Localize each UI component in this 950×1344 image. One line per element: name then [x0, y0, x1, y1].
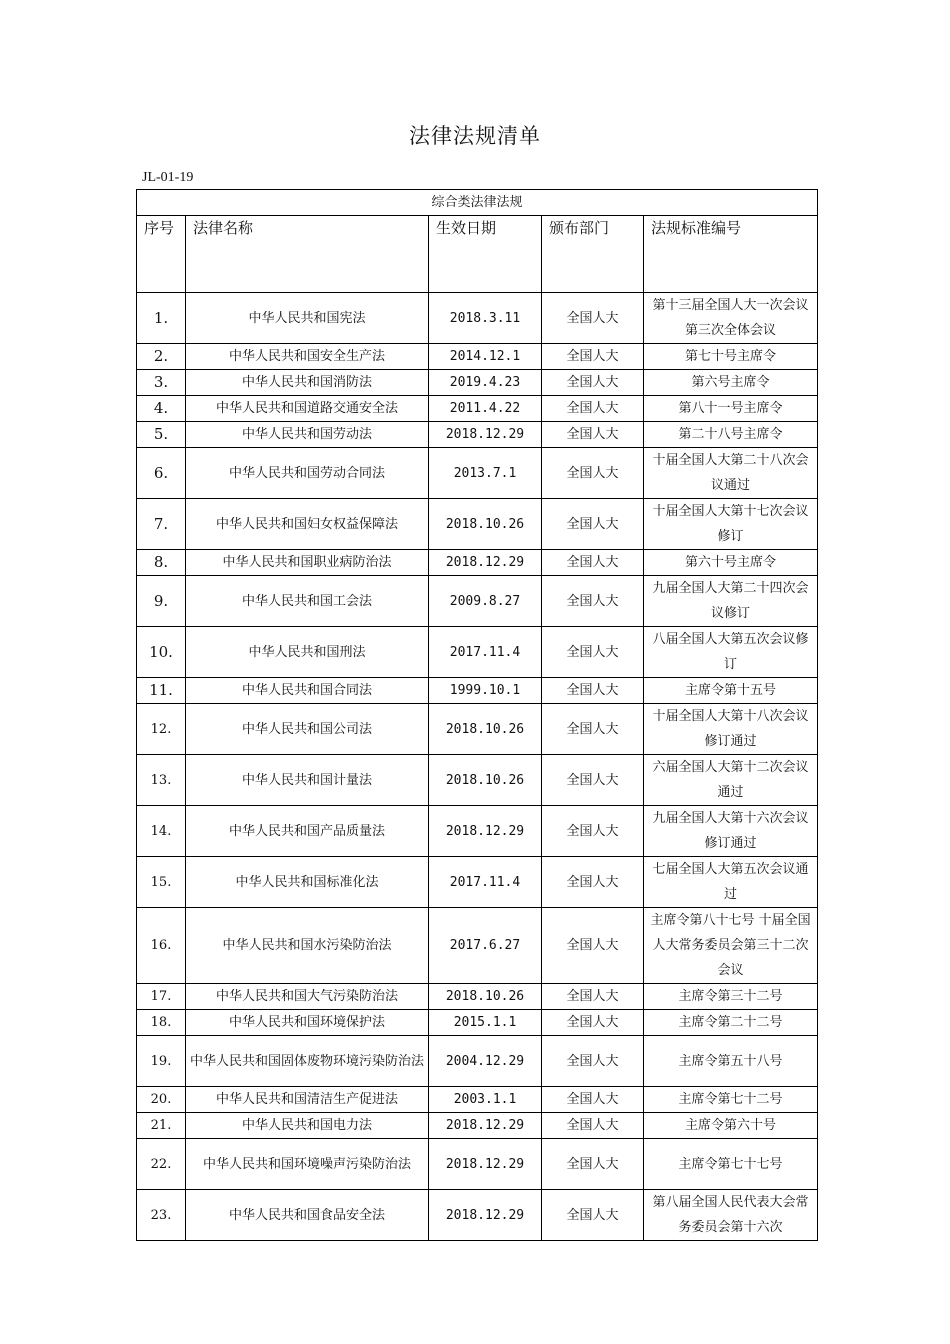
- row-number: 7.: [137, 499, 186, 550]
- law-name: 中华人民共和国公司法: [186, 704, 429, 755]
- table-row: [137, 422, 818, 448]
- issuing-department: 全国人大: [542, 627, 644, 678]
- regulation-code: 第七十号主席令: [644, 344, 818, 370]
- table-row: [137, 1036, 818, 1087]
- row-number: 6.: [137, 448, 186, 499]
- row-number: 23.: [137, 1190, 186, 1241]
- law-name: 中华人民共和国标准化法: [186, 857, 429, 908]
- regulation-code: 第六号主席令: [644, 370, 818, 396]
- table-row: [137, 857, 818, 908]
- law-name: 中华人民共和国环境保护法: [186, 1010, 429, 1036]
- effective-date: 2018.12.29: [429, 1190, 542, 1241]
- law-name: 中华人民共和国道路交通安全法: [186, 396, 429, 422]
- regulation-code: 主席令第二十二号: [644, 1010, 818, 1036]
- table-row: [137, 806, 818, 857]
- section-row: [137, 190, 818, 216]
- row-number: 4.: [137, 396, 186, 422]
- regulation-code: 主席令第六十号: [644, 1113, 818, 1139]
- law-name: 中华人民共和国刑法: [186, 627, 429, 678]
- law-name: 中华人民共和国大气污染防治法: [186, 984, 429, 1010]
- table-row: [137, 1139, 818, 1190]
- regulation-code: 主席令第七十七号: [644, 1139, 818, 1190]
- row-number: 11.: [137, 678, 186, 704]
- law-name: 中华人民共和国电力法: [186, 1113, 429, 1139]
- effective-date: 2018.12.29: [429, 1139, 542, 1190]
- row-number: 3.: [137, 370, 186, 396]
- row-number: 10.: [137, 627, 186, 678]
- effective-date: 2015.1.1: [429, 1010, 542, 1036]
- regulation-code: 主席令第三十二号: [644, 984, 818, 1010]
- regulation-code: 主席令第十五号: [644, 678, 818, 704]
- table-row: [137, 396, 818, 422]
- table-row: [137, 704, 818, 755]
- effective-date: 2018.10.26: [429, 499, 542, 550]
- law-name: 中华人民共和国劳动合同法: [186, 448, 429, 499]
- table-row: [137, 1113, 818, 1139]
- law-name: 中华人民共和国工会法: [186, 576, 429, 627]
- regulation-code: 十届全国人大第十八次会议修订通过: [644, 704, 818, 755]
- regulation-code: 第十三届全国人大一次会议第三次全体会议: [644, 293, 818, 344]
- regulation-code: 第八十一号主席令: [644, 396, 818, 422]
- regulation-code: 第二十八号主席令: [644, 422, 818, 448]
- law-name: 中华人民共和国合同法: [186, 678, 429, 704]
- law-name: 中华人民共和国环境噪声污染防治法: [186, 1139, 429, 1190]
- header-row: [137, 216, 818, 293]
- issuing-department: 全国人大: [542, 678, 644, 704]
- issuing-department: 全国人大: [542, 550, 644, 576]
- issuing-department: 全国人大: [542, 1087, 644, 1113]
- column-header-date: 生效日期: [429, 216, 542, 293]
- regulation-code: 八届全国人大第五次会议修订: [644, 627, 818, 678]
- regulation-code: 十届全国人大第十七次会议修订: [644, 499, 818, 550]
- row-number: 16.: [137, 908, 186, 984]
- table-row: [137, 293, 818, 344]
- issuing-department: 全国人大: [542, 422, 644, 448]
- regulation-code: 七届全国人大第五次会议通过: [644, 857, 818, 908]
- effective-date: 2018.10.26: [429, 984, 542, 1010]
- law-name: 中华人民共和国安全生产法: [186, 344, 429, 370]
- document-number: JL-01-19: [142, 170, 194, 185]
- issuing-department: 全国人大: [542, 755, 644, 806]
- column-header-code: 法规标准编号: [644, 216, 818, 293]
- column-header-dept: 颁布部门: [542, 216, 644, 293]
- column-header-name: 法律名称: [186, 216, 429, 293]
- table-row: [137, 550, 818, 576]
- law-name: 中华人民共和国消防法: [186, 370, 429, 396]
- table-row: [137, 984, 818, 1010]
- effective-date: 2003.1.1: [429, 1087, 542, 1113]
- row-number: 9.: [137, 576, 186, 627]
- regulation-code: 九届全国人大第二十四次会议修订: [644, 576, 818, 627]
- table-row: [137, 755, 818, 806]
- issuing-department: 全国人大: [542, 344, 644, 370]
- page-title: 法律法规清单: [409, 124, 541, 148]
- effective-date: 2013.7.1: [429, 448, 542, 499]
- table-row: [137, 576, 818, 627]
- row-number: 14.: [137, 806, 186, 857]
- column-header-no: 序号: [137, 216, 186, 293]
- row-number: 5.: [137, 422, 186, 448]
- law-name: 中华人民共和国固体废物环境污染防治法: [186, 1036, 429, 1087]
- issuing-department: 全国人大: [542, 396, 644, 422]
- law-name: 中华人民共和国宪法: [186, 293, 429, 344]
- law-name: 中华人民共和国妇女权益保障法: [186, 499, 429, 550]
- effective-date: 2018.12.29: [429, 1113, 542, 1139]
- law-table: [136, 189, 818, 1241]
- law-name: 中华人民共和国产品质量法: [186, 806, 429, 857]
- regulation-code: 九届全国人大第十六次会议修订通过: [644, 806, 818, 857]
- table-row: [137, 448, 818, 499]
- regulation-code: 主席令第八十七号 十届全国人大常务委员会第三十二次会议: [644, 908, 818, 984]
- row-number: 12.: [137, 704, 186, 755]
- effective-date: 2004.12.29: [429, 1036, 542, 1087]
- row-number: 15.: [137, 857, 186, 908]
- law-name: 中华人民共和国清洁生产促进法: [186, 1087, 429, 1113]
- effective-date: 2019.4.23: [429, 370, 542, 396]
- regulation-code: 十届全国人大第二十八次会议通过: [644, 448, 818, 499]
- effective-date: 2018.10.26: [429, 755, 542, 806]
- issuing-department: 全国人大: [542, 576, 644, 627]
- row-number: 22.: [137, 1139, 186, 1190]
- law-name: 中华人民共和国计量法: [186, 755, 429, 806]
- issuing-department: 全国人大: [542, 1010, 644, 1036]
- issuing-department: 全国人大: [542, 293, 644, 344]
- law-name: 中华人民共和国职业病防治法: [186, 550, 429, 576]
- row-number: 21.: [137, 1113, 186, 1139]
- row-number: 17.: [137, 984, 186, 1010]
- issuing-department: 全国人大: [542, 908, 644, 984]
- regulation-code: 六届全国人大第十二次会议通过: [644, 755, 818, 806]
- issuing-department: 全国人大: [542, 857, 644, 908]
- regulation-code: 第六十号主席令: [644, 550, 818, 576]
- table-row: [137, 370, 818, 396]
- table-row: [137, 1010, 818, 1036]
- issuing-department: 全国人大: [542, 1036, 644, 1087]
- section-title: 综合类法律法规: [137, 190, 818, 216]
- table-row: [137, 1190, 818, 1241]
- effective-date: 2014.12.1: [429, 344, 542, 370]
- table-row: [137, 344, 818, 370]
- law-name: 中华人民共和国劳动法: [186, 422, 429, 448]
- issuing-department: 全国人大: [542, 448, 644, 499]
- effective-date: 2018.3.11: [429, 293, 542, 344]
- issuing-department: 全国人大: [542, 806, 644, 857]
- issuing-department: 全国人大: [542, 704, 644, 755]
- effective-date: 2009.8.27: [429, 576, 542, 627]
- effective-date: 2018.12.29: [429, 550, 542, 576]
- issuing-department: 全国人大: [542, 1113, 644, 1139]
- effective-date: 2011.4.22: [429, 396, 542, 422]
- regulation-code: 主席令第七十二号: [644, 1087, 818, 1113]
- effective-date: 2017.11.4: [429, 627, 542, 678]
- row-number: 13.: [137, 755, 186, 806]
- table-row: [137, 908, 818, 984]
- issuing-department: 全国人大: [542, 1190, 644, 1241]
- law-name: 中华人民共和国食品安全法: [186, 1190, 429, 1241]
- row-number: 2.: [137, 344, 186, 370]
- effective-date: 2017.11.4: [429, 857, 542, 908]
- table-row: [137, 678, 818, 704]
- effective-date: 1999.10.1: [429, 678, 542, 704]
- row-number: 20.: [137, 1087, 186, 1113]
- regulation-code: 第八届全国人民代表大会常务委员会第十六次: [644, 1190, 818, 1241]
- issuing-department: 全国人大: [542, 984, 644, 1010]
- table-row: [137, 1087, 818, 1113]
- issuing-department: 全国人大: [542, 370, 644, 396]
- effective-date: 2017.6.27: [429, 908, 542, 984]
- table-row: [137, 627, 818, 678]
- row-number: 8.: [137, 550, 186, 576]
- effective-date: 2018.12.29: [429, 806, 542, 857]
- regulation-code: 主席令第五十八号: [644, 1036, 818, 1087]
- effective-date: 2018.10.26: [429, 704, 542, 755]
- law-name: 中华人民共和国水污染防治法: [186, 908, 429, 984]
- table-row: [137, 499, 818, 550]
- row-number: 1.: [137, 293, 186, 344]
- effective-date: 2018.12.29: [429, 422, 542, 448]
- issuing-department: 全国人大: [542, 1139, 644, 1190]
- issuing-department: 全国人大: [542, 499, 644, 550]
- row-number: 19.: [137, 1036, 186, 1087]
- row-number: 18.: [137, 1010, 186, 1036]
